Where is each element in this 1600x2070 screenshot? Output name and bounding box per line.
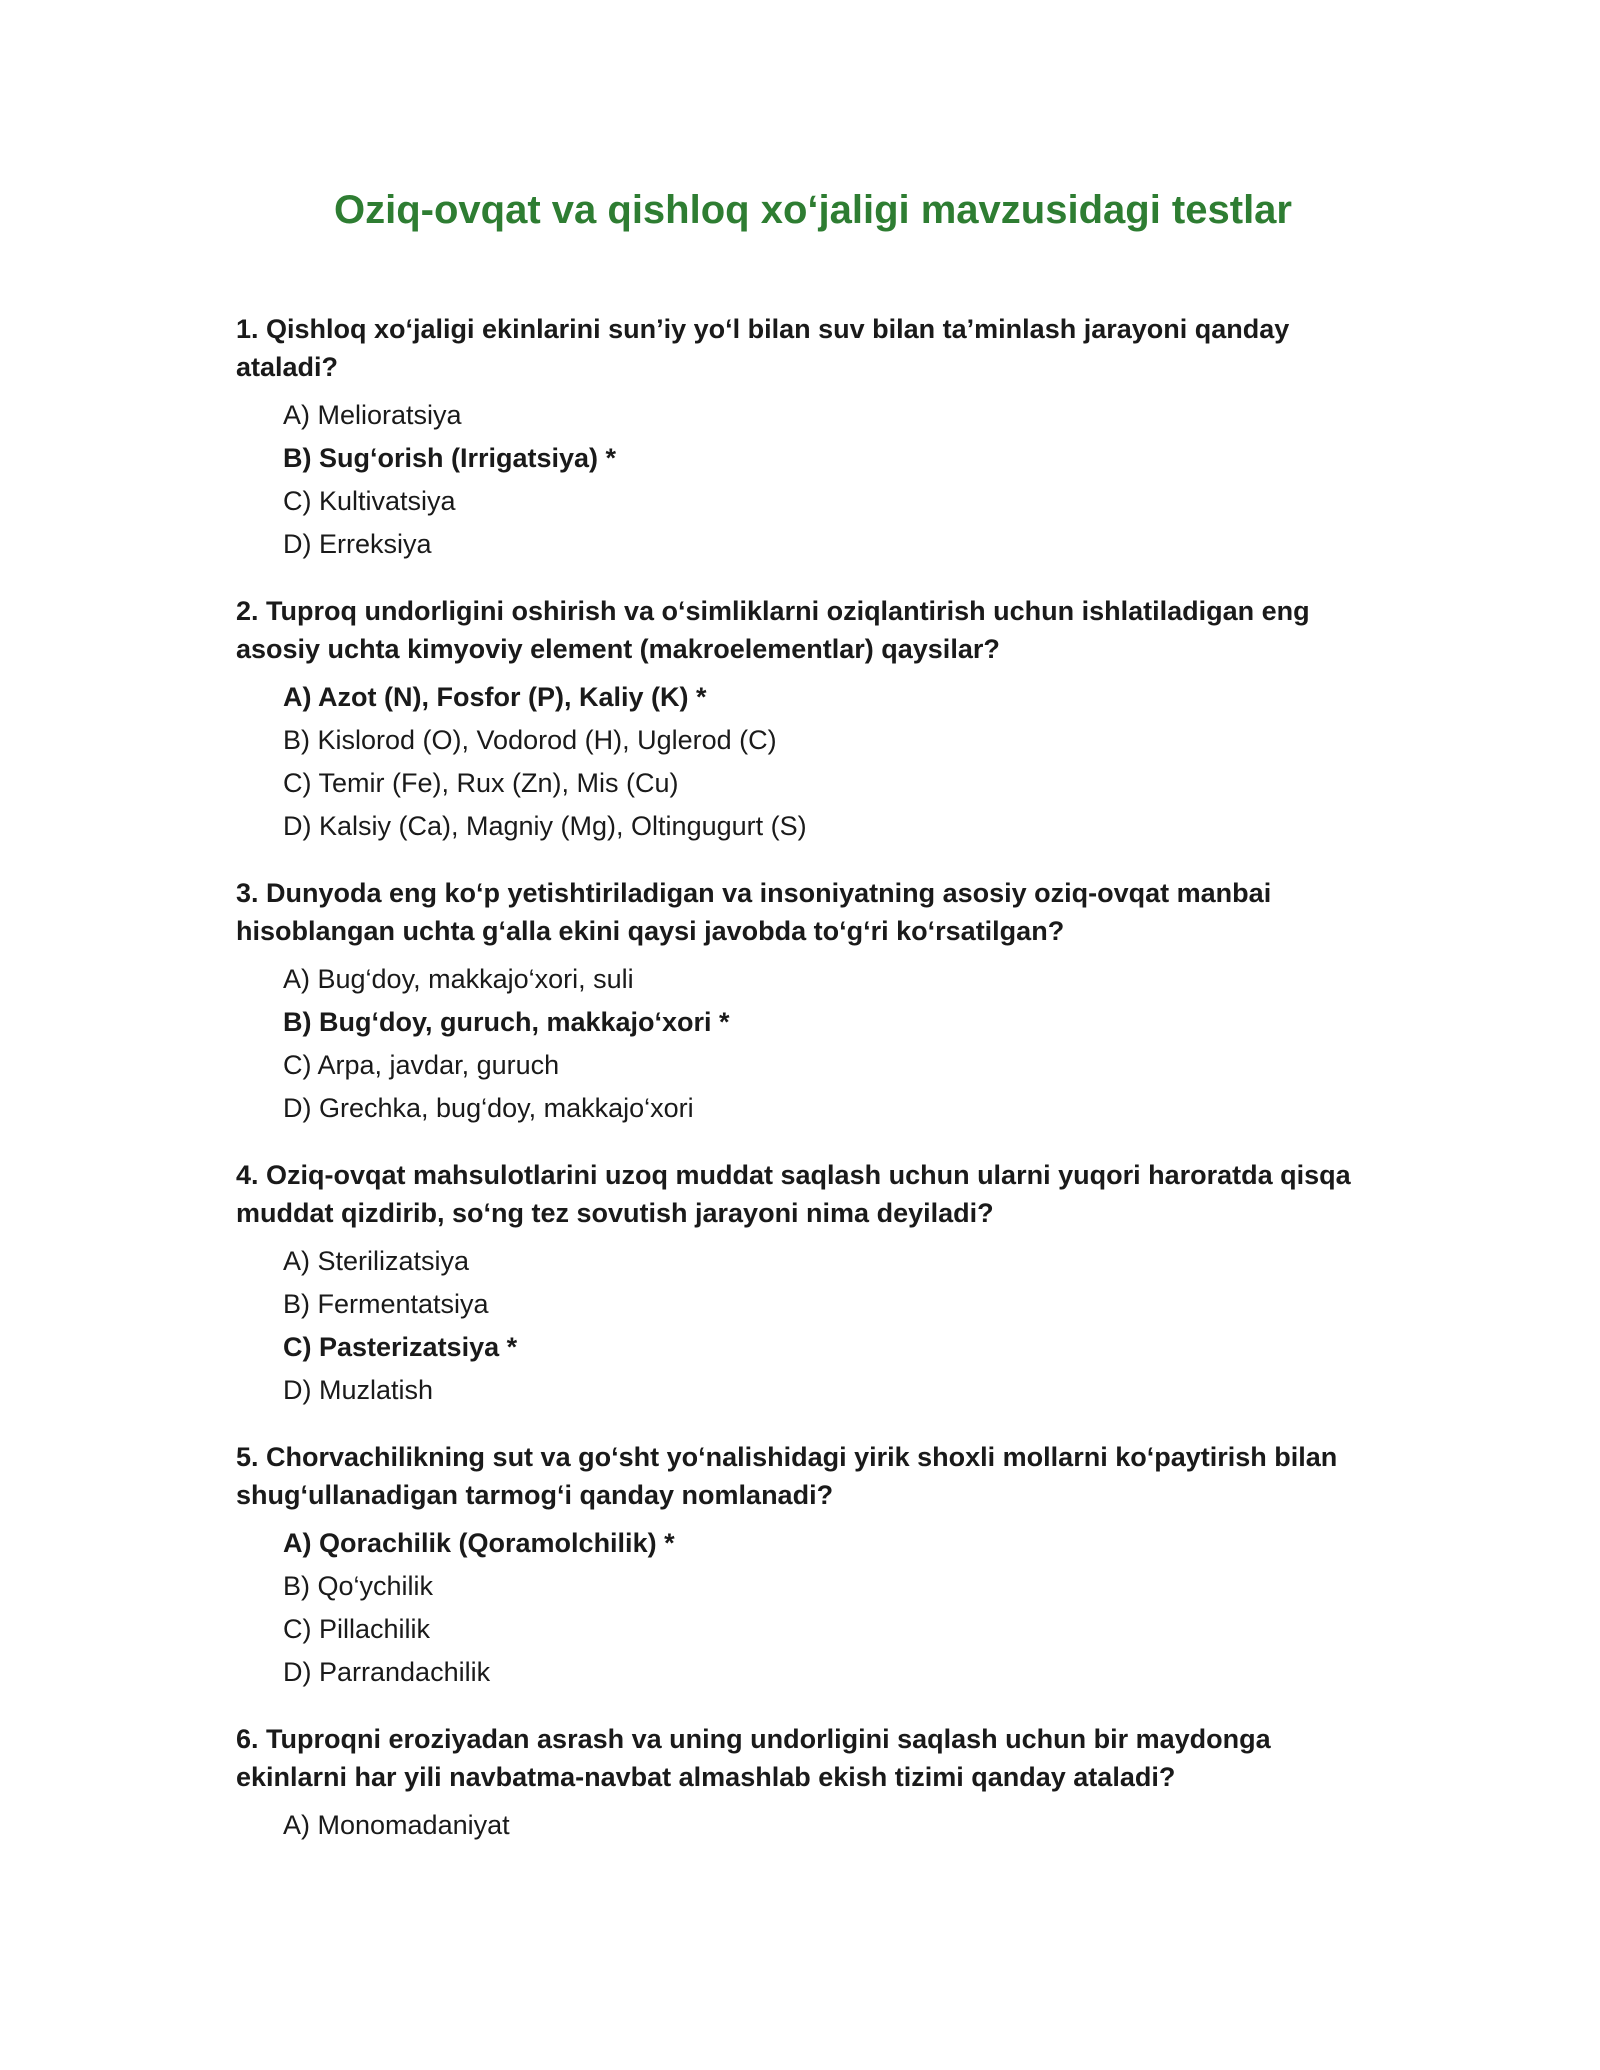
answer-option: C) Pillachilik — [283, 1614, 431, 1644]
question-4 — [236, 1156, 1370, 1412]
answer-option: A) Bug‘doy, makkajo‘xori, suli — [283, 964, 634, 994]
question-text: 3. Dunyoda eng ko‘p yetishtiriladigan va insoniyatning asosiy oziq-ovqat manbai hisoblangan uchta g‘alla ekini qaysi javobda to‘g‘ri ko‘rsatilgan? — [236, 878, 1272, 946]
question-3 — [236, 874, 1370, 1130]
answer-options — [236, 1240, 1370, 1412]
question-text: 5. Chorvachilikning sut va go‘sht yo‘nalishidagi yirik shoxli mollarni ko‘paytirish bilan shug‘ullanadigan tarmog‘i qanday nomlanadi? — [236, 1442, 1338, 1510]
answer-option: D) Erreksiya — [283, 529, 432, 559]
answer-option-correct: B) Sug‘orish (Irrigatsiya) * — [283, 443, 617, 473]
answer-options — [236, 394, 1370, 566]
question-text: 1. Qishloq xo‘jaligi ekinlarini sun’iy yo‘l bilan suv bilan ta’minlash jarayoni qanday ataladi? — [236, 314, 1290, 382]
answer-option: C) Temir (Fe), Rux (Zn), Mis (Cu) — [283, 768, 679, 798]
question-text: 2. Tuproq undorligini oshirish va o‘simliklarni oziqlantirish uchun ishlatiladigan eng asosiy uchta kimyoviy element (makroelementlar) qaysilar? — [236, 596, 1310, 664]
question-1 — [236, 310, 1370, 566]
answer-option: A) Monomadaniyat — [283, 1810, 510, 1840]
answer-option: A) Sterilizatsiya — [283, 1246, 470, 1276]
answer-option: D) Grechka, bug‘doy, makkajo‘xori — [283, 1093, 694, 1123]
answer-option: B) Qo‘ychilik — [283, 1571, 434, 1601]
answer-options — [236, 1522, 1370, 1694]
answer-option: A) Melioratsiya — [283, 400, 462, 430]
answer-option: B) Kislorod (O), Vodorod (H), Uglerod (C) — [283, 725, 777, 755]
answer-option: C) Arpa, javdar, guruch — [283, 1050, 560, 1080]
question-6 — [236, 1720, 1370, 1847]
question-text: 6. Tuproqni eroziyadan asrash va uning undorligini saqlash uchun bir maydonga ekinlarni har yili navbatma-navbat almashlab ekish tizimi qanday ataladi? — [236, 1724, 1271, 1792]
answer-option: D) Parrandachilik — [283, 1657, 491, 1687]
answer-options — [236, 676, 1370, 848]
answer-option: C) Kultivatsiya — [283, 486, 456, 516]
page-title: Oziq-ovqat va qishloq xo‘jaligi mavzusidagi testlar — [334, 188, 1292, 232]
question-2 — [236, 592, 1370, 848]
answer-option: D) Muzlatish — [283, 1375, 434, 1405]
question-text: 4. Oziq-ovqat mahsulotlarini uzoq muddat saqlash uchun ularni yuqori haroratda qisqa muddat qizdirib, so‘ng tez sovutish jarayoni nima deyiladi? — [236, 1160, 1351, 1228]
answer-option: D) Kalsiy (Ca), Magniy (Mg), Oltingugurt (S) — [283, 811, 807, 841]
answer-options — [236, 1804, 1370, 1847]
answer-option-correct: A) Qorachilik (Qoramolchilik) * — [283, 1528, 675, 1558]
answer-option-correct: C) Pasterizatsiya * — [283, 1332, 518, 1362]
question-list — [236, 310, 1370, 1847]
answer-option: B) Fermentatsiya — [283, 1289, 489, 1319]
answer-options — [236, 958, 1370, 1130]
answer-option-correct: B) Bug‘doy, guruch, makkajo‘xori * — [283, 1007, 730, 1037]
question-5 — [236, 1438, 1370, 1694]
answer-option-correct: A) Azot (N), Fosfor (P), Kaliy (K) * — [283, 682, 707, 712]
